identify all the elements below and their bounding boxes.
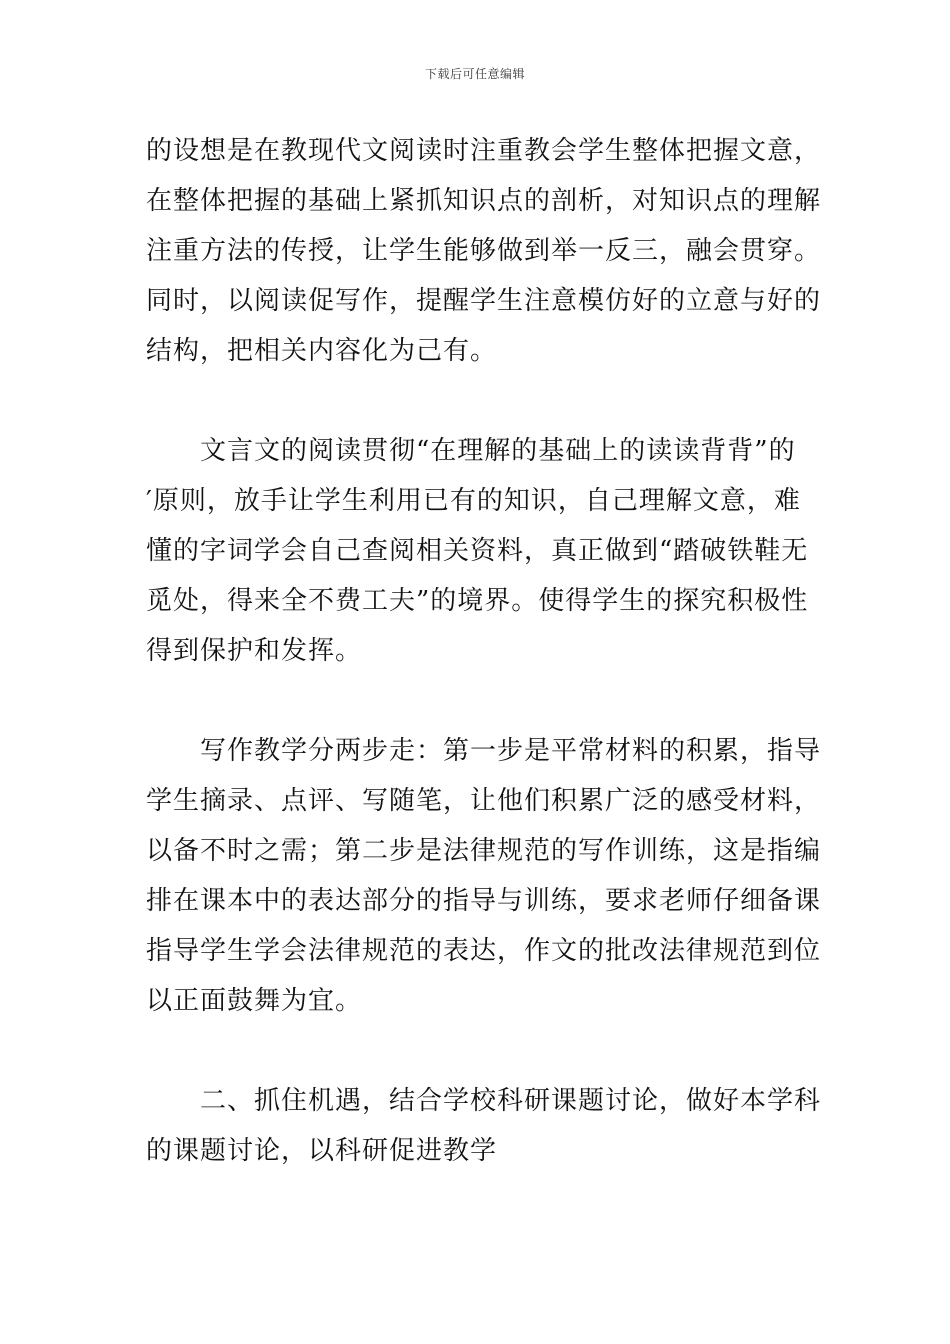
paragraph-spacer	[146, 376, 806, 426]
text-line: 二、抓住机遇，结合学校科研课题讨论，做好本学科	[146, 1086, 822, 1116]
paragraph-2	[146, 426, 809, 676]
text-line: 懂的字词学会自己查阅相关资料，真正做到“踏破铁鞋无	[146, 536, 809, 566]
text-line: 觅处，得来全不费工夫”的境界。使得学生的探究积极性	[146, 586, 809, 616]
document-body	[146, 126, 822, 1176]
text-line: 学生摘录、点评、写随笔，让他们积累广泛的感受材料，	[146, 786, 822, 816]
text-line: 得到保护和发挥。	[146, 636, 363, 666]
text-line: 以备不时之需；第二步是法律规范的写作训练，这是指编	[146, 836, 822, 866]
text-line: 结构，把相关内容化为己有。	[146, 336, 498, 366]
paragraph-spacer	[146, 676, 806, 726]
text-line: ′原则，放手让学生利用已有的知识，自己理解文意，难	[146, 486, 801, 516]
text-line: 注重方法的传授，让学生能够做到举一反三，融会贯穿。	[146, 236, 822, 266]
text-line: 在整体把握的基础上紧抓知识点的剖析，对知识点的理解	[146, 186, 822, 216]
text-line: 以正面鼓舞为宜。	[146, 986, 363, 1016]
paragraph-spacer	[146, 1026, 806, 1076]
text-line: 的设想是在教现代文阅读时注重教会学生整体把握文意，	[146, 136, 822, 166]
text-line: 写作教学分两步走：第一步是平常材料的积累，指导	[146, 736, 822, 766]
paragraph-3	[146, 726, 822, 1026]
text-line: 指导学生学会法律规范的表达，作文的批改法律规范到位	[146, 936, 822, 966]
text-line: 的课题讨论，以科研促进教学	[146, 1136, 498, 1166]
page-header: 下载后可任意编辑	[424, 67, 525, 81]
paragraph-4	[146, 1076, 822, 1176]
text-line: 文言文的阅读贯彻“在理解的基础上的读读背背”的	[146, 436, 796, 466]
text-line: 排在课本中的表达部分的指导与训练，要求老师仔细备课	[146, 886, 822, 916]
paragraph-1	[146, 126, 822, 376]
text-line: 同时，以阅读促写作，提醒学生注意模仿好的立意与好的	[146, 286, 822, 316]
